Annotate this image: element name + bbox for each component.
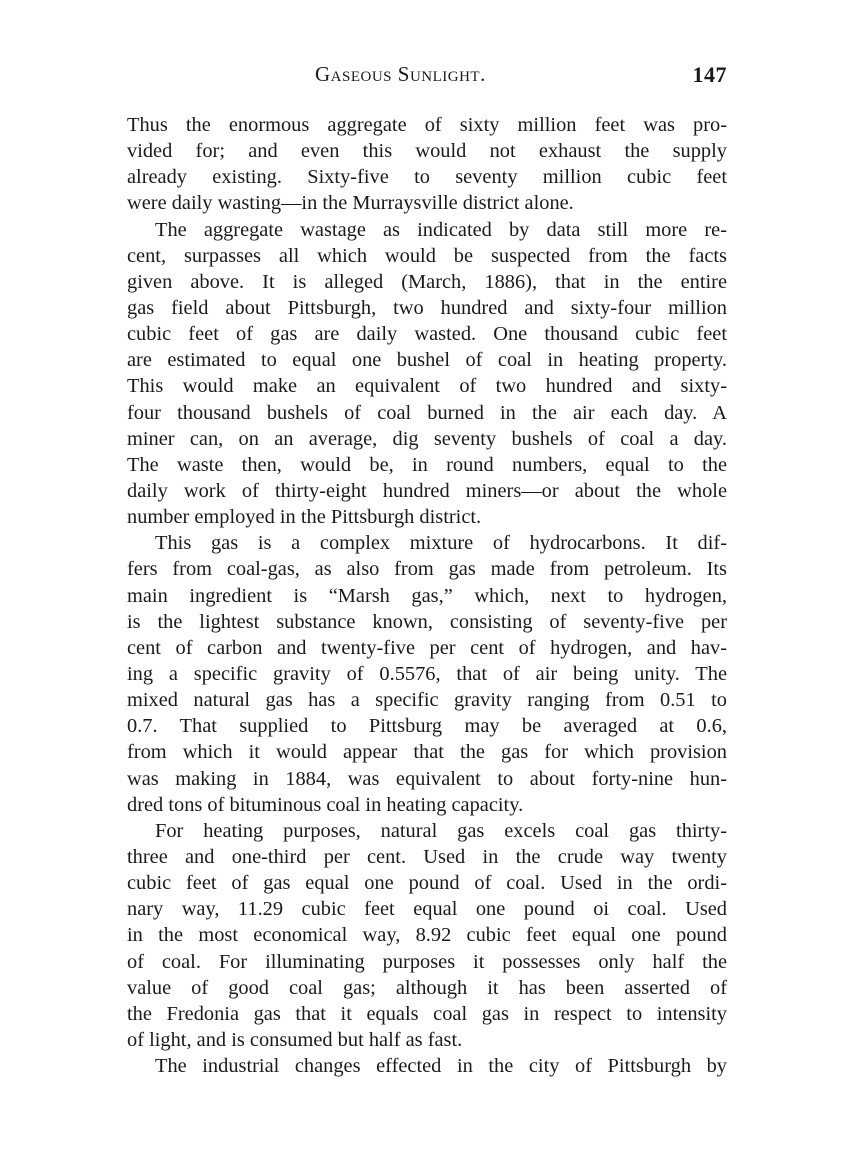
text-line: cubic feet of gas equal one pound of coal. Used in the ordi- bbox=[127, 872, 727, 895]
text-line: value of good coal gas; although it has been asserted of bbox=[127, 976, 727, 999]
text-line: fers from coal-gas, as also from gas made from petroleum. Its bbox=[127, 558, 727, 581]
text-line: The waste then, would be, in round numbers, equal to the bbox=[127, 453, 727, 476]
text-line: is the lightest substance known, consisting of seventy-five per bbox=[127, 610, 727, 633]
text-line: ing a specific gravity of 0.5576, that of air being unity. The bbox=[127, 662, 727, 685]
running-header bbox=[127, 58, 727, 92]
text-line: The aggregate wastage as indicated by data still more re- bbox=[155, 218, 727, 241]
text-line: of light, and is consumed but half as fast. bbox=[127, 1028, 463, 1051]
running-title: Gaseous Sunlight. bbox=[315, 62, 486, 86]
text-line: The industrial changes effected in the city of Pittsburgh by bbox=[155, 1055, 727, 1078]
text-line: was making in 1884, was equivalent to about forty-nine hun- bbox=[127, 767, 727, 790]
text-line: number employed in the Pittsburgh district. bbox=[127, 506, 482, 529]
text-line: mixed natural gas has a specific gravity ranging from 0.51 to bbox=[127, 689, 727, 712]
text-line: were daily wasting—in the Murraysville district alone. bbox=[127, 192, 574, 215]
text-line: This would make an equivalent of two hundred and sixty- bbox=[127, 375, 727, 398]
text-line: the Fredonia gas that it equals coal gas in respect to intensity bbox=[127, 1002, 727, 1025]
text-line: cent of carbon and twenty-five per cent of hydrogen, and hav- bbox=[127, 636, 727, 659]
text-line: are estimated to equal one bushel of coal in heating property. bbox=[127, 349, 727, 372]
text-line: in the most economical way, 8.92 cubic feet equal one pound bbox=[127, 924, 727, 947]
text-line: three and one-third per cent. Used in the crude way twenty bbox=[127, 845, 727, 868]
text-line: 0.7. That supplied to Pittsburg may be averaged at 0.6, bbox=[127, 715, 727, 738]
text-line: nary way, 11.29 cubic feet equal one pound oi coal. Used bbox=[127, 898, 727, 921]
body-text bbox=[127, 112, 727, 1079]
text-line: main ingredient is “Marsh gas,” which, next to hydrogen, bbox=[127, 584, 727, 607]
text-line: four thousand bushels of coal burned in the air each day. A bbox=[127, 401, 727, 424]
text-line: cent, surpasses all which would be suspected from the facts bbox=[127, 244, 727, 267]
text-line: miner can, on an average, dig seventy bushels of coal a day. bbox=[127, 427, 727, 450]
text-line: Thus the enormous aggregate of sixty million feet was pro- bbox=[127, 114, 727, 136]
text-line: dred tons of bituminous coal in heating capacity. bbox=[127, 793, 524, 816]
page-number: 147 bbox=[692, 62, 727, 87]
text-line: This gas is a complex mixture of hydrocarbons. It dif- bbox=[155, 532, 727, 555]
text-line: cubic feet of gas are daily wasted. One thousand cubic feet bbox=[127, 323, 727, 346]
book-page bbox=[127, 58, 727, 1079]
text-line: gas field about Pittsburgh, two hundred and sixty-four million bbox=[127, 296, 727, 319]
text-line: vided for; and even this would not exhaust the supply bbox=[127, 140, 727, 163]
text-line: given above. It is alleged (March, 1886), that in the entire bbox=[127, 270, 727, 293]
text-line: from which it would appear that the gas for which provision bbox=[127, 741, 727, 764]
text-line: daily work of thirty-eight hundred miners—or about the whole bbox=[127, 479, 727, 502]
text-line: of coal. For illuminating purposes it possesses only half the bbox=[127, 950, 727, 973]
text-line: already existing. Sixty-five to seventy million cubic feet bbox=[127, 166, 727, 189]
text-line: For heating purposes, natural gas excels coal gas thirty- bbox=[155, 819, 727, 842]
